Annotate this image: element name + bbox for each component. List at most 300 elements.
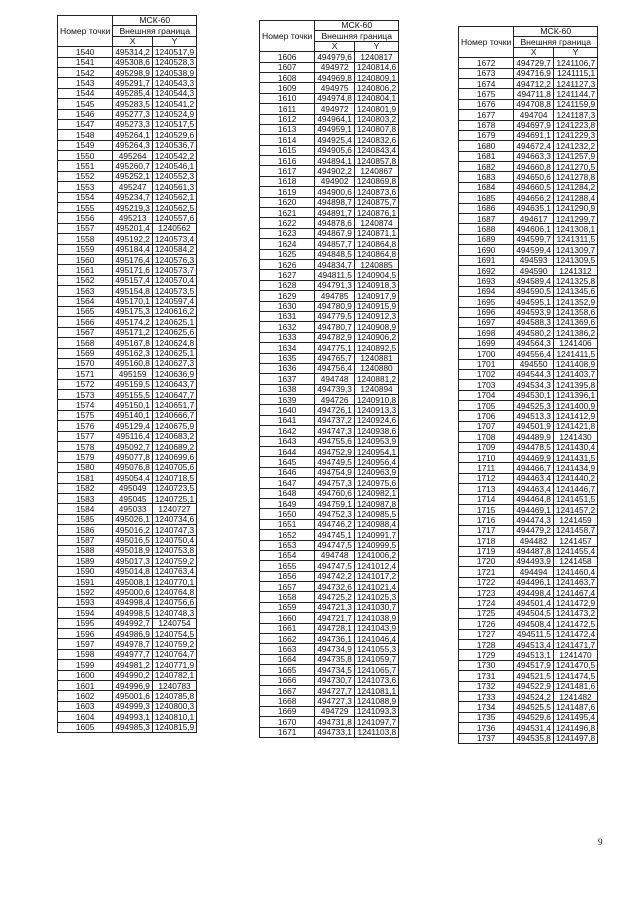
y-coordinate-cell: 1241081,1 (354, 686, 398, 696)
x-coordinate-cell: 494469,1 (514, 504, 554, 514)
table-row (260, 52, 399, 62)
point-number-cell: 1632 (260, 322, 315, 332)
x-coordinate-cell: 494905,6 (315, 145, 355, 155)
x-coordinate-cell: 494708,8 (514, 99, 554, 109)
header-x: X (315, 41, 355, 51)
point-number-cell: 1666 (260, 675, 315, 685)
x-coordinate-cell: 495157,4 (113, 275, 153, 285)
table-row (260, 72, 399, 82)
point-number-cell: 1585 (58, 514, 113, 524)
x-coordinate-cell: 494725,2 (315, 592, 355, 602)
table-row (459, 328, 598, 338)
y-coordinate-cell: 1241458,7 (553, 525, 597, 535)
point-number-cell: 1640 (260, 405, 315, 415)
table-row (58, 338, 197, 348)
header-point-number: Номер точки (58, 16, 113, 47)
y-coordinate-cell: 1241106,7 (553, 58, 597, 68)
x-coordinate-cell: 494999,3 (113, 701, 153, 711)
y-coordinate-cell: 1240625,1 (152, 348, 196, 358)
y-coordinate-cell: 1240915,9 (354, 301, 398, 311)
point-number-cell: 1620 (260, 197, 315, 207)
point-number-cell: 1713 (459, 484, 514, 494)
y-coordinate-cell: 1240544,3 (152, 88, 196, 98)
point-number-cell: 1565 (58, 306, 113, 316)
table-row (260, 395, 399, 405)
x-coordinate-cell: 494731,8 (315, 717, 355, 727)
y-coordinate-cell: 1240867 (354, 166, 398, 176)
table-row (58, 608, 197, 618)
y-coordinate-cell: 1240771,9 (152, 660, 196, 670)
table-row (58, 587, 197, 597)
point-number-cell: 1561 (58, 265, 113, 275)
point-number-cell: 1709 (459, 442, 514, 452)
x-coordinate-cell: 494606,1 (514, 224, 554, 234)
header-system: МСК-60 (315, 21, 399, 31)
x-coordinate-cell: 494660,5 (514, 182, 554, 192)
x-coordinate-cell: 494588,3 (514, 317, 554, 327)
table-row (459, 702, 598, 712)
point-number-cell: 1569 (58, 348, 113, 358)
x-coordinate-cell: 494487,8 (514, 546, 554, 556)
x-coordinate-cell: 494998,4 (113, 597, 153, 607)
table-row (58, 618, 197, 628)
y-coordinate-cell: 1240747,3 (152, 525, 196, 535)
y-coordinate-cell: 1240985,5 (354, 509, 398, 519)
x-coordinate-cell: 495252,1 (113, 171, 153, 181)
y-coordinate-cell: 1240809,1 (354, 72, 398, 82)
table-row (459, 78, 598, 88)
table-row (459, 68, 598, 78)
y-coordinate-cell: 1241278,8 (553, 172, 597, 182)
point-number-cell: 1553 (58, 182, 113, 192)
x-coordinate-cell: 494747,5 (315, 561, 355, 571)
point-number-cell: 1649 (260, 498, 315, 508)
y-coordinate-cell: 1240894 (354, 384, 398, 394)
y-coordinate-cell: 1240875,7 (354, 197, 398, 207)
x-coordinate-cell: 494531,4 (514, 723, 554, 733)
x-coordinate-cell: 494513,1 (514, 650, 554, 660)
table-row (58, 577, 197, 587)
y-coordinate-cell: 1240573,7 (152, 265, 196, 275)
x-coordinate-cell: 494513,4 (514, 640, 554, 650)
table-row (58, 722, 197, 732)
table-row (459, 608, 598, 618)
point-number-cell: 1684 (459, 182, 514, 192)
table-row (58, 119, 197, 129)
point-number-cell: 1634 (260, 343, 315, 353)
point-number-cell: 1616 (260, 156, 315, 166)
x-coordinate-cell: 494878,6 (315, 218, 355, 228)
table-row (260, 613, 399, 623)
point-number-cell: 1645 (260, 457, 315, 467)
point-number-cell: 1594 (58, 608, 113, 618)
point-number-cell: 1714 (459, 494, 514, 504)
y-coordinate-cell: 1241311,5 (553, 234, 597, 244)
point-number-cell: 1607 (260, 62, 315, 72)
point-number-cell: 1624 (260, 239, 315, 249)
table-row (459, 453, 598, 463)
x-coordinate-cell: 494775,1 (315, 343, 355, 353)
point-number-cell: 1663 (260, 644, 315, 654)
point-number-cell: 1570 (58, 358, 113, 368)
x-coordinate-cell: 495314,2 (113, 47, 153, 57)
y-coordinate-cell: 1240727 (152, 504, 196, 514)
x-coordinate-cell: 495264,3 (113, 140, 153, 150)
y-coordinate-cell: 1241312 (553, 265, 597, 275)
y-coordinate-cell: 1240666,7 (152, 410, 196, 420)
table-row (58, 306, 197, 316)
table-row (58, 140, 197, 150)
point-number-cell: 1598 (58, 649, 113, 659)
header-system: МСК-60 (514, 27, 598, 37)
x-coordinate-cell: 494711,8 (514, 89, 554, 99)
point-number-cell: 1593 (58, 597, 113, 607)
point-number-cell: 1723 (459, 588, 514, 598)
header-point-number: Номер точки (260, 21, 315, 52)
y-coordinate-cell: 1240918,3 (354, 280, 398, 290)
table-row (260, 498, 399, 508)
point-number-cell: 1657 (260, 582, 315, 592)
point-number-cell: 1664 (260, 654, 315, 664)
table-row (260, 280, 399, 290)
x-coordinate-cell: 494992,7 (113, 618, 153, 628)
y-coordinate-cell: 1241473,2 (553, 608, 597, 618)
y-coordinate-cell: 1240524,9 (152, 109, 196, 119)
x-coordinate-cell: 494736,1 (315, 634, 355, 644)
table-row (260, 114, 399, 124)
y-coordinate-cell: 1241006,2 (354, 550, 398, 560)
y-coordinate-cell: 1240869,8 (354, 176, 398, 186)
x-coordinate-cell: 495016,5 (113, 535, 153, 545)
y-coordinate-cell: 1240843,4 (354, 145, 398, 155)
point-number-cell: 1631 (260, 311, 315, 321)
point-number-cell: 1658 (260, 592, 315, 602)
y-coordinate-cell: 1240723,5 (152, 483, 196, 493)
point-number-cell: 1673 (459, 68, 514, 78)
table-row (459, 484, 598, 494)
point-number-cell: 1651 (260, 519, 315, 529)
page-number: 9 (598, 837, 603, 847)
table-row (58, 151, 197, 161)
point-number-cell: 1701 (459, 359, 514, 369)
y-coordinate-cell: 1240924,6 (354, 415, 398, 425)
point-number-cell: 1677 (459, 110, 514, 120)
y-coordinate-cell: 1240815,9 (152, 722, 196, 732)
x-coordinate-cell: 494599,4 (514, 245, 554, 255)
point-number-cell: 1643 (260, 436, 315, 446)
table-row (459, 110, 598, 120)
x-coordinate-cell: 494721,3 (315, 602, 355, 612)
x-coordinate-cell: 494791,3 (315, 280, 355, 290)
point-number-cell: 1583 (58, 493, 113, 503)
table-row (459, 380, 598, 390)
point-number-cell: 1685 (459, 193, 514, 203)
point-number-cell: 1733 (459, 692, 514, 702)
point-number-cell: 1554 (58, 192, 113, 202)
table-row (260, 457, 399, 467)
point-number-cell: 1724 (459, 598, 514, 608)
x-coordinate-cell: 494891,7 (315, 208, 355, 218)
table-row (260, 124, 399, 134)
point-number-cell: 1559 (58, 244, 113, 254)
table-row (459, 629, 598, 639)
x-coordinate-cell: 495283,5 (113, 99, 153, 109)
y-coordinate-cell: 1240643,7 (152, 379, 196, 389)
y-coordinate-cell: 1240705,6 (152, 462, 196, 472)
table-row (260, 343, 399, 353)
x-coordinate-cell: 494727,3 (315, 696, 355, 706)
table-row (260, 259, 399, 269)
x-coordinate-cell: 495159,5 (113, 379, 153, 389)
y-coordinate-cell: 1241400,9 (553, 401, 597, 411)
y-coordinate-cell: 1240881,2 (354, 374, 398, 384)
y-coordinate-cell: 1241411,5 (553, 349, 597, 359)
point-number-cell: 1541 (58, 57, 113, 67)
y-coordinate-cell: 1240874 (354, 218, 398, 228)
table-row (459, 297, 598, 307)
point-number-cell: 1641 (260, 415, 315, 425)
point-number-cell: 1623 (260, 228, 315, 238)
x-coordinate-cell: 494739,3 (315, 384, 355, 394)
table-row (260, 374, 399, 384)
x-coordinate-cell: 495001,6 (113, 691, 153, 701)
header-point-number: Номер точки (459, 27, 514, 58)
y-coordinate-cell: 1240573,4 (152, 234, 196, 244)
table-row (58, 47, 197, 57)
y-coordinate-cell: 1241430 (553, 432, 597, 442)
x-coordinate-cell: 494529,6 (514, 712, 554, 722)
point-number-cell: 1686 (459, 203, 514, 213)
y-coordinate-cell: 1241440,2 (553, 473, 597, 483)
x-coordinate-cell: 494525,5 (514, 702, 554, 712)
x-coordinate-cell: 494508,4 (514, 619, 554, 629)
y-coordinate-cell: 1240963,9 (354, 467, 398, 477)
x-coordinate-cell: 495285,4 (113, 88, 153, 98)
x-coordinate-cell: 494525,3 (514, 401, 554, 411)
x-coordinate-cell: 494691,1 (514, 130, 554, 140)
point-number-cell: 1718 (459, 536, 514, 546)
point-number-cell: 1557 (58, 223, 113, 233)
y-coordinate-cell: 1240999,5 (354, 540, 398, 550)
x-coordinate-cell: 494493,9 (514, 556, 554, 566)
y-coordinate-cell: 1240857,8 (354, 156, 398, 166)
x-coordinate-cell: 494650,6 (514, 172, 554, 182)
point-number-cell: 1592 (58, 587, 113, 597)
point-number-cell: 1560 (58, 254, 113, 264)
table-row (58, 681, 197, 691)
table-row (260, 550, 399, 560)
table-row (58, 67, 197, 77)
point-number-cell: 1555 (58, 203, 113, 213)
y-coordinate-cell: 1240754 (152, 618, 196, 628)
y-coordinate-cell: 1241257,9 (553, 151, 597, 161)
y-coordinate-cell: 1240675,9 (152, 421, 196, 431)
point-number-cell: 1596 (58, 629, 113, 639)
point-number-cell: 1687 (459, 214, 514, 224)
point-number-cell: 1720 (459, 556, 514, 566)
table-row (260, 561, 399, 571)
point-number-cell: 1679 (459, 130, 514, 140)
x-coordinate-cell: 494496,1 (514, 577, 554, 587)
table-row (459, 681, 598, 691)
x-coordinate-cell: 494501,9 (514, 421, 554, 431)
y-coordinate-cell: 1241457 (553, 536, 597, 546)
x-coordinate-cell: 494752,9 (315, 447, 355, 457)
x-coordinate-cell: 494867,9 (315, 228, 355, 238)
x-coordinate-cell: 494726 (315, 395, 355, 405)
point-number-cell: 1705 (459, 401, 514, 411)
table-row (260, 686, 399, 696)
table-row (58, 327, 197, 337)
y-coordinate-cell: 1241055,3 (354, 644, 398, 654)
point-number-cell: 1719 (459, 546, 514, 556)
table-row (58, 504, 197, 514)
y-coordinate-cell: 1240975,6 (354, 478, 398, 488)
y-coordinate-cell: 1240624,8 (152, 338, 196, 348)
x-coordinate-cell: 494996,9 (113, 681, 153, 691)
y-coordinate-cell: 1241187,3 (553, 110, 597, 120)
y-coordinate-cell: 1240625,1 (152, 317, 196, 327)
table-row (58, 400, 197, 410)
point-number-cell: 1625 (260, 249, 315, 259)
y-coordinate-cell: 1240810,1 (152, 712, 196, 722)
y-coordinate-cell: 1240876,1 (354, 208, 398, 218)
y-coordinate-cell: 1240562,1 (152, 192, 196, 202)
y-coordinate-cell: 1240756,6 (152, 597, 196, 607)
y-coordinate-cell: 1240954,1 (354, 447, 398, 457)
y-coordinate-cell: 1240917,9 (354, 291, 398, 301)
point-number-cell: 1572 (58, 379, 113, 389)
table-row (58, 296, 197, 306)
x-coordinate-cell: 494857,7 (315, 239, 355, 249)
point-number-cell: 1573 (58, 390, 113, 400)
y-coordinate-cell: 1240807,8 (354, 124, 398, 134)
table-row (58, 192, 197, 202)
table-row (459, 411, 598, 421)
point-number-cell: 1639 (260, 395, 315, 405)
x-coordinate-cell: 495076,8 (113, 462, 153, 472)
x-coordinate-cell: 495077,8 (113, 452, 153, 462)
point-number-cell: 1688 (459, 224, 514, 234)
x-coordinate-cell: 494747,3 (315, 426, 355, 436)
point-number-cell: 1711 (459, 463, 514, 473)
point-number-cell: 1636 (260, 363, 315, 373)
x-coordinate-cell: 494672,4 (514, 141, 554, 151)
y-coordinate-cell: 1240759,2 (152, 556, 196, 566)
point-number-cell: 1544 (58, 88, 113, 98)
point-number-cell: 1708 (459, 432, 514, 442)
point-number-cell: 1551 (58, 161, 113, 171)
point-number-cell: 1716 (459, 515, 514, 525)
x-coordinate-cell: 495264,1 (113, 130, 153, 140)
point-number-cell: 1702 (459, 369, 514, 379)
x-coordinate-cell: 494716,9 (514, 68, 554, 78)
table-row (459, 338, 598, 348)
x-coordinate-cell: 494501,4 (514, 598, 554, 608)
point-number-cell: 1691 (459, 255, 514, 265)
point-number-cell: 1626 (260, 259, 315, 269)
y-coordinate-cell: 1241406 (553, 338, 597, 348)
x-coordinate-cell: 494734,9 (315, 644, 355, 654)
y-coordinate-cell: 1241358,6 (553, 307, 597, 317)
point-number-cell: 1655 (260, 561, 315, 571)
table-row (58, 493, 197, 503)
x-coordinate-cell: 495014,8 (113, 566, 153, 576)
point-number-cell: 1712 (459, 473, 514, 483)
point-number-cell: 1601 (58, 681, 113, 691)
point-number-cell: 1660 (260, 613, 315, 623)
table-row (260, 93, 399, 103)
y-coordinate-cell: 1240906,2 (354, 332, 398, 342)
x-coordinate-cell: 494985,3 (113, 722, 153, 732)
table-row (459, 120, 598, 130)
x-coordinate-cell: 494463,4 (514, 473, 554, 483)
y-coordinate-cell: 1241474,5 (553, 671, 597, 681)
table-row (58, 556, 197, 566)
table-row (58, 265, 197, 275)
point-number-cell: 1706 (459, 411, 514, 421)
table-row (459, 151, 598, 161)
table-row (459, 234, 598, 244)
point-number-cell: 1698 (459, 328, 514, 338)
table-row (58, 452, 197, 462)
y-coordinate-cell: 1241421,8 (553, 421, 597, 431)
x-coordinate-cell: 494759,1 (315, 498, 355, 508)
y-coordinate-cell: 1241223,8 (553, 120, 597, 130)
y-coordinate-cell: 1241097,7 (354, 717, 398, 727)
y-coordinate-cell: 1241430,4 (553, 442, 597, 452)
table-row (459, 245, 598, 255)
point-number-cell: 1540 (58, 47, 113, 57)
point-number-cell: 1731 (459, 671, 514, 681)
table-row (459, 504, 598, 514)
x-coordinate-cell: 494756,4 (315, 363, 355, 373)
y-coordinate-cell: 1240562 (152, 223, 196, 233)
point-number-cell: 1690 (459, 245, 514, 255)
point-number-cell: 1696 (459, 307, 514, 317)
table-row (459, 650, 598, 660)
y-coordinate-cell: 1240881 (354, 353, 398, 363)
point-number-cell: 1588 (58, 545, 113, 555)
x-coordinate-cell: 495176,4 (113, 254, 153, 264)
point-number-cell: 1575 (58, 410, 113, 420)
x-coordinate-cell: 495045 (113, 493, 153, 503)
table-row (260, 530, 399, 540)
y-coordinate-cell: 1240543,3 (152, 78, 196, 88)
table-row (260, 384, 399, 394)
x-coordinate-cell: 494697,9 (514, 120, 554, 130)
y-coordinate-cell: 1240753,8 (152, 545, 196, 555)
point-number-cell: 1726 (459, 619, 514, 629)
table-row (260, 665, 399, 675)
point-number-cell: 1653 (260, 540, 315, 550)
point-number-cell: 1721 (459, 567, 514, 577)
point-number-cell: 1580 (58, 462, 113, 472)
x-coordinate-cell: 494998,5 (113, 608, 153, 618)
x-coordinate-cell: 495213 (113, 213, 153, 223)
table-row (58, 182, 197, 192)
table-row (58, 629, 197, 639)
table-row (459, 359, 598, 369)
x-coordinate-cell: 495260,7 (113, 161, 153, 171)
y-coordinate-cell: 1240763,4 (152, 566, 196, 576)
x-coordinate-cell: 495016,2 (113, 525, 153, 535)
y-coordinate-cell: 1240750,4 (152, 535, 196, 545)
table-row (459, 193, 598, 203)
y-coordinate-cell: 1240562,5 (152, 203, 196, 213)
y-coordinate-cell: 1241481,6 (553, 681, 597, 691)
y-coordinate-cell: 1241043,9 (354, 623, 398, 633)
